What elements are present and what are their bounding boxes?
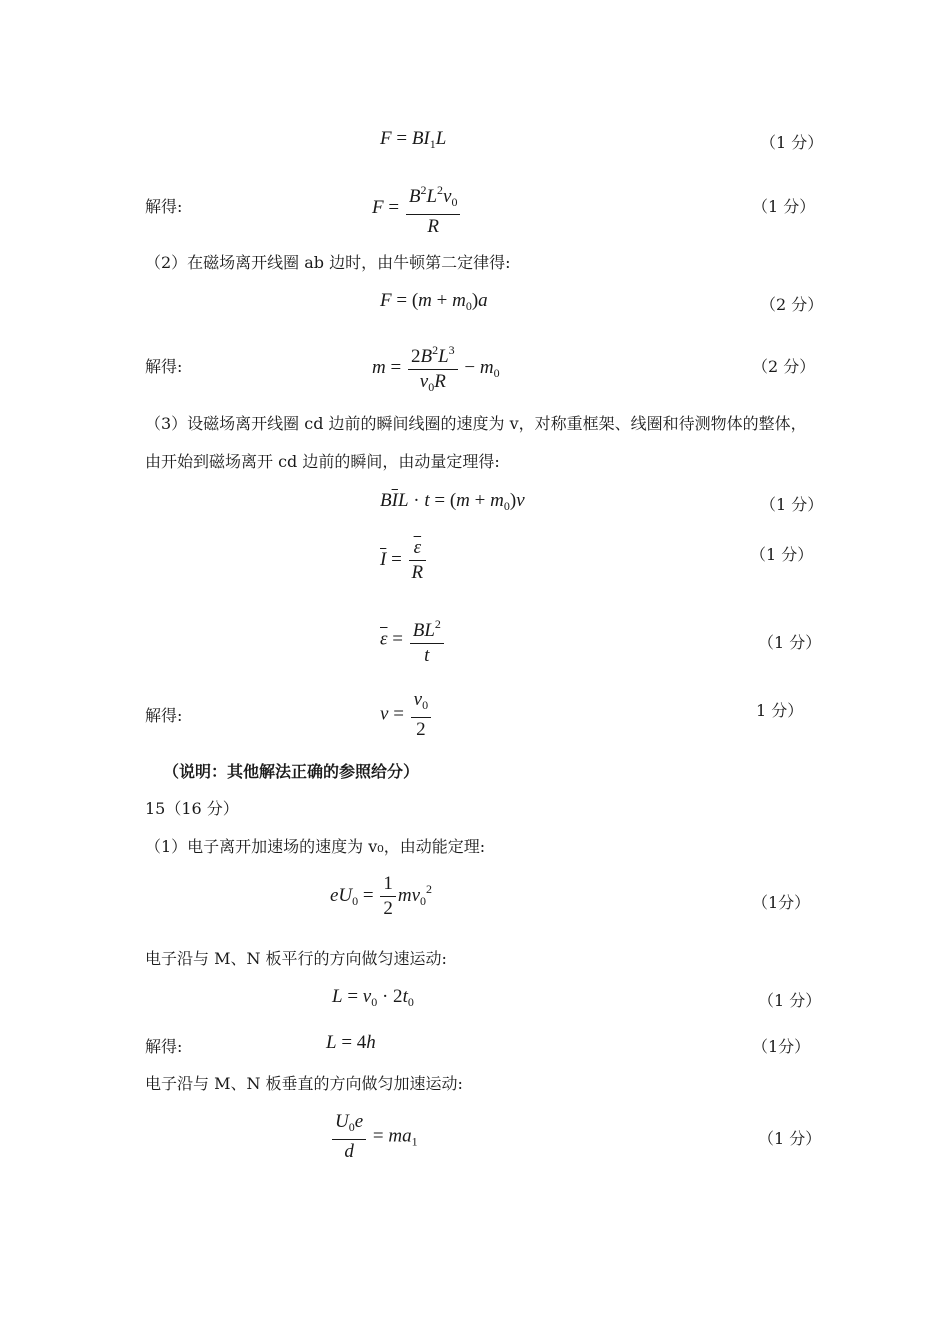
equation-acceleration: $\frac{U_0e}{d}$ = $ma_1$ bbox=[330, 1110, 418, 1164]
question-15-part-1: （1）电子离开加速场的速度为 v₀，由动能定理: bbox=[145, 837, 486, 856]
score-8: 1 分） bbox=[756, 701, 804, 720]
score-7: （1 分） bbox=[758, 633, 822, 652]
solve-label-3: 解得: bbox=[145, 706, 183, 725]
solve-label-4: 解得: bbox=[145, 1037, 183, 1056]
equation-kinetic-energy: $eU_0$ = $\frac{1}{2}$ $mv_0^2$ bbox=[330, 873, 433, 919]
equation-momentum: $B\overline{I}L \cdot t = (m + m_0)v$ bbox=[380, 490, 525, 513]
score-4: （2 分） bbox=[752, 357, 816, 376]
equation-force: $F = BI_1L$ bbox=[380, 128, 447, 151]
part-2-text: （2）在磁场离开线圈 ab 边时，由牛顿第二定律得: bbox=[145, 253, 511, 272]
equation-mass-result: m = $\frac{2B^2L^3}{v_0R}$ − $m_0$ bbox=[372, 338, 500, 399]
score-12: （1 分） bbox=[758, 1129, 822, 1148]
equation-velocity-result: v = $\frac{v_0}{2}$ bbox=[380, 688, 433, 742]
score-11: （1分） bbox=[752, 1037, 811, 1056]
score-6: （1 分） bbox=[750, 545, 814, 564]
score-9: （1分） bbox=[752, 893, 811, 912]
question-15-part-3: 电子沿与 M、N 板垂直的方向做匀加速运动: bbox=[145, 1074, 463, 1093]
equation-current: $\overline{I}$ = $\frac{\overline{\varepsilon}}{R}$ bbox=[380, 536, 428, 585]
equation-length: $L = v_0 \cdot 2t_0$ bbox=[332, 986, 414, 1009]
score-5: （1 分） bbox=[760, 495, 824, 514]
score-2: （1 分） bbox=[752, 197, 816, 216]
solve-label-2: 解得: bbox=[145, 357, 183, 376]
equation-force-result: F = $\frac{B^2L^2v_0}{R}$ bbox=[372, 178, 462, 239]
note-text: （说明：其他解法正确的参照给分） bbox=[163, 762, 420, 781]
equation-emf: $\overline{\varepsilon}$ = $\frac{BL^2}{t}$ bbox=[380, 612, 446, 668]
equation-length-result: L = 4h bbox=[326, 1032, 376, 1053]
part-3-text-2: 由开始到磁场离开 cd 边前的瞬间，由动量定理得: bbox=[145, 452, 500, 471]
solve-label-1: 解得: bbox=[145, 197, 183, 216]
score-10: （1 分） bbox=[758, 991, 822, 1010]
score-3: （2 分） bbox=[760, 295, 824, 314]
question-15-part-2: 电子沿与 M、N 板平行的方向做匀速运动: bbox=[145, 949, 447, 968]
question-15-title: 15（16 分） bbox=[145, 799, 239, 818]
score-1: （1 分） bbox=[760, 133, 824, 152]
equation-newton: $F = (m + m_0)a$ bbox=[380, 290, 488, 313]
part-3-text-1: （3）设磁场离开线圈 cd 边前的瞬间线圈的速度为 v，对称重框架、线圈和待测物体的整体， bbox=[145, 414, 807, 433]
